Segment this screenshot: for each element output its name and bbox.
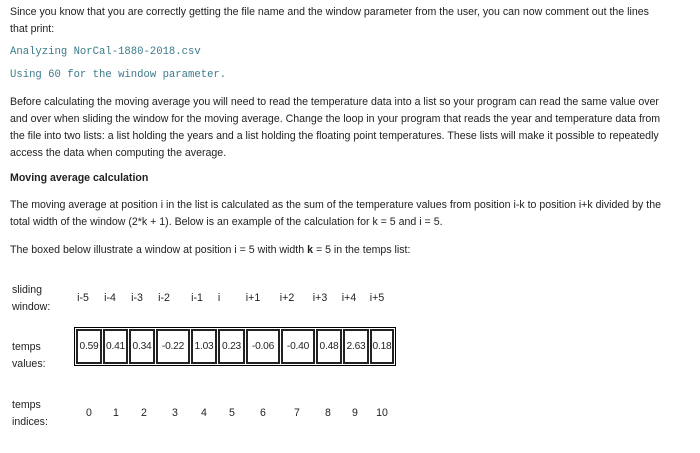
para4-text-after: = 5 in the temps list: [313, 244, 411, 256]
para4-text-before: The boxed below illustrate a window at position i = 5 with width [10, 244, 308, 256]
sliding-window-label [12, 282, 50, 316]
section-heading: Moving average calculation [10, 172, 149, 184]
offset-label: i+5 [369, 292, 385, 304]
offset-label: i+2 [279, 292, 295, 304]
temps-value-cell: 0.34 [129, 329, 155, 364]
read-data-paragraph [10, 94, 694, 162]
offset-label: i-4 [104, 292, 116, 304]
temps-value-cell: 1.03 [191, 329, 217, 364]
temps-value-cell: 0.41 [103, 329, 128, 364]
offset-label: i-5 [77, 292, 89, 304]
temps-value-cell: -0.40 [281, 329, 315, 364]
temps-indices-label [12, 397, 48, 431]
temps-index-label: 9 [352, 407, 358, 419]
temps-values-label-line-1: temps [12, 341, 41, 353]
temps-index-label: 5 [229, 407, 235, 419]
offset-label: i+4 [341, 292, 357, 304]
temps-index-label: 2 [141, 407, 147, 419]
temps-indices-label-line-1: temps [12, 399, 41, 411]
para4-k-bold: k [307, 244, 313, 256]
temps-index-label: 1 [113, 407, 119, 419]
temps-values-label-line-2: values: [12, 358, 46, 370]
temps-index-label: 0 [86, 407, 92, 419]
para2-line-1: Before calculating the moving average you will need to read the temperature data into a list so your program can read the same value over [10, 96, 659, 108]
offset-label: i-2 [158, 292, 170, 304]
para3-line-2: total width of the window (2*k + 1). Below is an example of the calculation for k = 5 and i = 5. [10, 216, 443, 228]
offset-label: i+1 [245, 292, 261, 304]
temps-value-cell: 0.23 [218, 329, 245, 364]
temps-value-cell: -0.06 [246, 329, 280, 364]
offset-label: i+3 [312, 292, 328, 304]
intro-line-1: Since you know that you are correctly getting the file name and the window parameter from the user, you can now comment out the lines [10, 6, 649, 18]
code-line-analyzing: Analyzing NorCal-1880-2018.csv [10, 46, 201, 58]
temps-index-label: 6 [260, 407, 266, 419]
code-line-window: Using 60 for the window parameter. [10, 69, 227, 81]
offset-label: i-1 [191, 292, 203, 304]
temps-value-cell: 0.48 [316, 329, 342, 364]
temps-value-cell: 0.59 [76, 329, 102, 364]
temps-value-cell: 2.63 [343, 329, 369, 364]
offset-label: i [217, 292, 221, 304]
offset-label: i-3 [131, 292, 143, 304]
temps-indices-label-line-2: indices: [12, 416, 48, 428]
para2-line-3: the file into two lists: a list holding the years and a list holding the floating point temperatures. These lists will make it possible to repeatedly [10, 130, 659, 142]
temps-index-label: 8 [325, 407, 331, 419]
temps-index-label: 4 [201, 407, 207, 419]
sliding-window-label-line-1: sliding [12, 284, 43, 296]
temps-index-label: 10 [376, 407, 388, 419]
temps-values-label [12, 339, 46, 373]
para2-line-2: and over when sliding the window for the moving average. Change the loop in your program that reads the year and temperature data from [10, 113, 661, 125]
para3-line-1: The moving average at position i in the list is calculated as the sum of the temperature values from position i-k to position i+k divided by the [10, 199, 661, 211]
temps-value-cell: 0.18 [370, 329, 394, 364]
temps-index-label: 7 [294, 407, 300, 419]
sliding-window-label-line-2: window: [12, 301, 51, 313]
intro-line-2: that print: [10, 23, 55, 35]
moving-average-paragraph [10, 197, 694, 231]
intro-paragraph [10, 4, 694, 38]
temps-value-cell: -0.22 [156, 329, 190, 364]
para2-line-4: access the data when computing the average. [10, 147, 227, 159]
window-illustration-paragraph [10, 242, 694, 259]
temps-index-label: 3 [172, 407, 178, 419]
